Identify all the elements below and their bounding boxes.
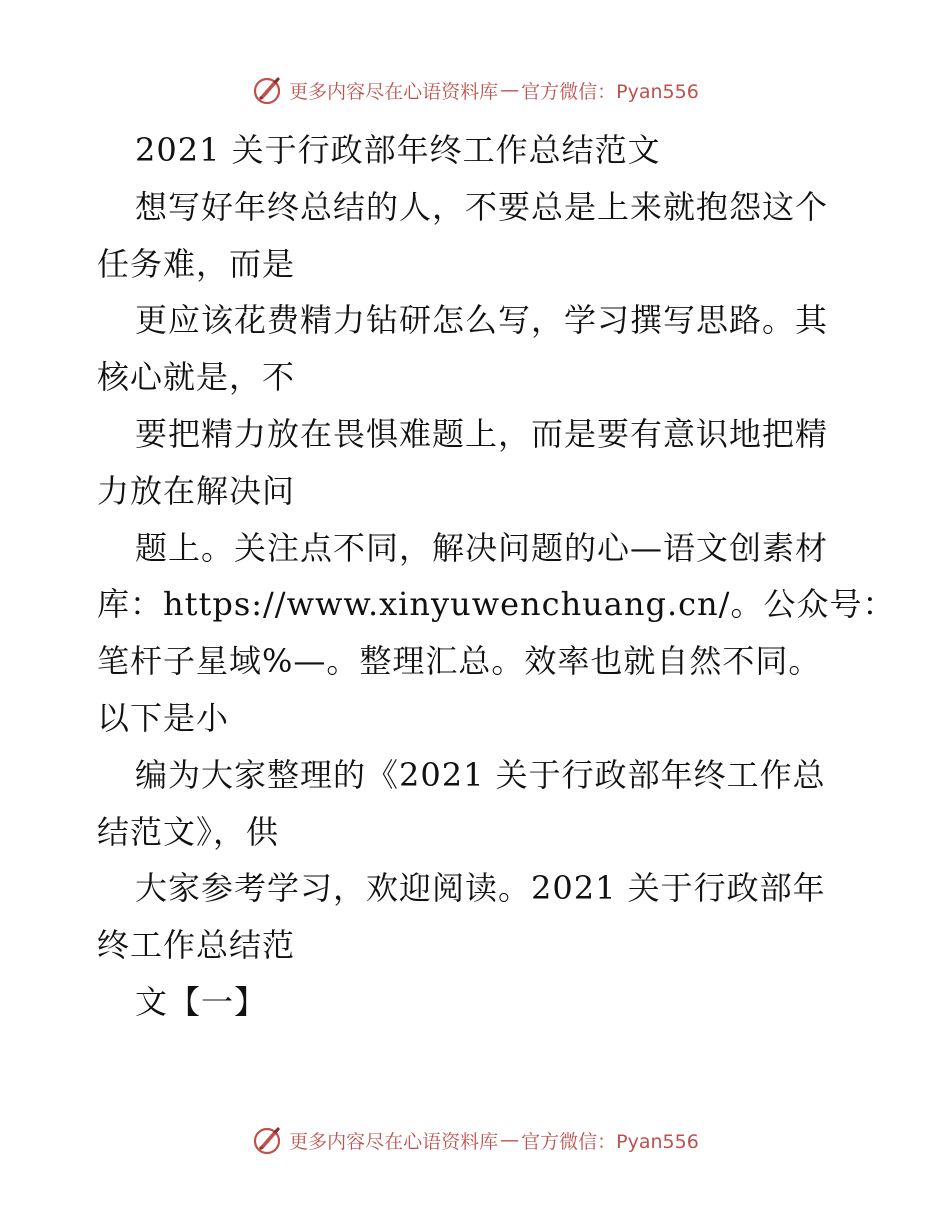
header-banner xyxy=(0,70,950,110)
paragraph-line: 编为大家整理的《2021 关于行政部年终工作总 xyxy=(135,755,826,794)
banner-wechat-text: 官方微信：Pyan556 xyxy=(521,1130,699,1153)
paragraph-line: 大家参考学习，欢迎阅读。2021 关于行政部年 xyxy=(135,869,826,908)
footer-banner xyxy=(0,1120,950,1160)
paragraph-line: 笔杆子星域%—。整理汇总。效率也就自然不同。 xyxy=(97,642,822,681)
paragraph-line: 想写好年终总结的人，不要总是上来就抱怨这个 xyxy=(135,187,829,226)
paragraph-line: 以下是小 xyxy=(97,698,230,737)
quill-pen-logo-icon xyxy=(251,1124,283,1156)
document-body xyxy=(97,122,896,1031)
banner-separator: — xyxy=(500,1129,520,1151)
banner-separator: — xyxy=(500,79,520,101)
paragraph-line: 更应该花费精力钻研怎么写，学习撰写思路。其 xyxy=(135,301,829,340)
banner-wechat-text: 官方微信：Pyan556 xyxy=(521,80,699,103)
paragraph-line: 终工作总结范 xyxy=(97,926,296,965)
paragraph-line: 结范文》，供 xyxy=(97,812,280,851)
paragraph-line-url: 库：https://www.xinyuwenchuang.cn/。公众号： xyxy=(97,585,896,624)
document-title: 2021 关于行政部年终工作总结范文 xyxy=(135,131,661,169)
section-heading: 文【一】 xyxy=(135,982,268,1021)
quill-pen-logo-icon xyxy=(251,74,283,106)
paragraph-line: 要把精力放在畏惧难题上，而是要有意识地把精 xyxy=(135,414,829,453)
paragraph-line: 力放在解决问 xyxy=(97,471,296,510)
banner-site-text: 更多内容尽在心语资料库 xyxy=(289,80,499,103)
paragraph-line: 核心就是，不 xyxy=(97,358,296,397)
banner-site-text: 更多内容尽在心语资料库 xyxy=(289,1130,499,1153)
paragraph-line: 任务难，而是 xyxy=(97,244,296,283)
paragraph-line: 题上。关注点不同，解决问题的心—语文创素材 xyxy=(135,528,829,567)
